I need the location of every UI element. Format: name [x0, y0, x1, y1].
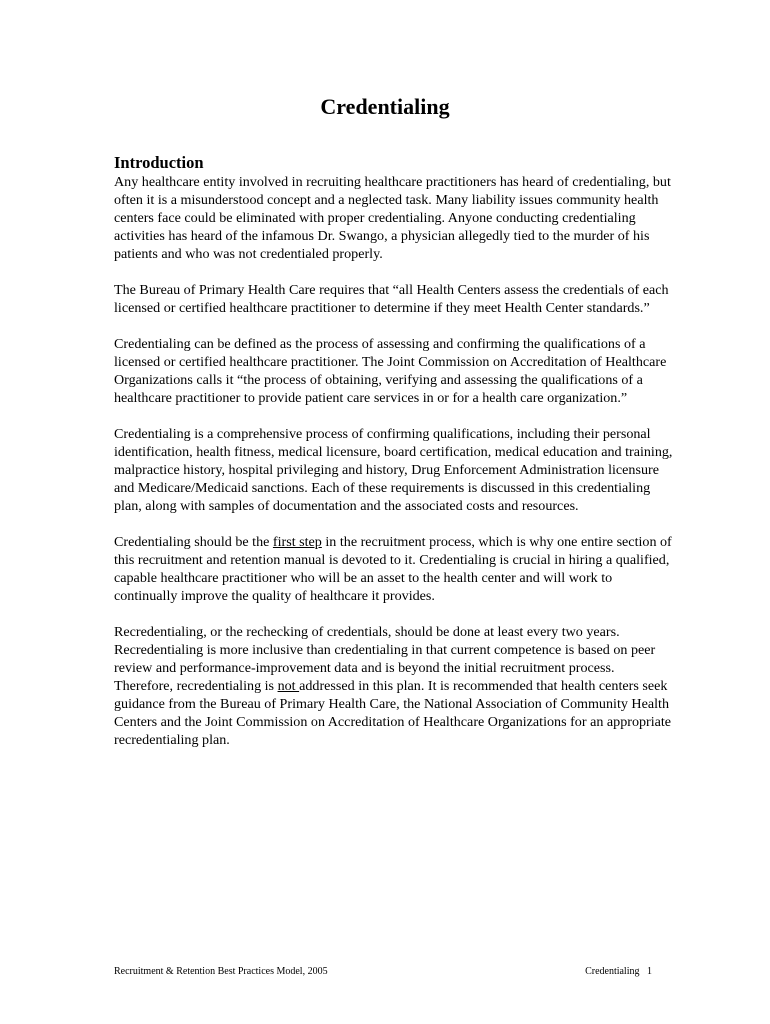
section-heading: Introduction	[114, 153, 204, 172]
paragraph-6-end: addressed in this plan. It is recommended that health centers seek guidance from the Bureau of Primary Health Care, the National Association of Community Health Centers and the Joint Commission on Accreditation of Healthcare Organizations for an appropriate recredentialing plan.	[114, 678, 672, 748]
footer-page-label: Credentialing 1	[585, 966, 652, 977]
paragraph-2: The Bureau of Primary Health Care requires that “all Health Centers assess the credentials of each licensed or certified healthcare practitioner to determine if they meet Health Center standards.”	[114, 282, 669, 316]
paragraph-3: Credentialing can be defined as the process of assessing and confirming the qualifications of a licensed or certified healthcare practitioner. The Joint Commission on Accreditation of Healthcare Organizations calls it “the process of obtaining, verifying and assessing the qualifications of a healthcare practitioner to provide patient care services in or for a health care organization.”	[114, 336, 667, 406]
paragraph-6-start: Recredentialing, or the rechecking of credentials, should be done at least every two years. Recredentialing is more inclusive than credentialing in that current competence is based on peer review and performance-improvement data and is beyond the initial recruitment process. Therefore, recredentialing is	[114, 624, 656, 694]
underlined-not: not	[277, 678, 300, 694]
document-body	[114, 153, 674, 767]
paragraph-5-end: in the recruitment process, which is why one entire section of this recruitment and retention manual is devoted to it. Credentialing is crucial in hiring a qualified, capable healthcare practitioner who will be an asset to the health center and will work to continually improve the quality of healthcare it provides.	[114, 534, 672, 604]
footer-left-text: Recruitment & Retention Best Practices Model, 2005	[114, 966, 328, 977]
paragraph-5-start: Credentialing should be the	[114, 534, 273, 550]
paragraph-5	[114, 533, 674, 605]
paragraph-1: Any healthcare entity involved in recruiting healthcare practitioners has heard of credentialing, but often it is a misunderstood concept and a neglected task. Many liability issues community health centers face could be eliminated with proper credentialing. Anyone conducting credentialing activities has heard of the infamous Dr. Swango, a physician allegedly tied to the murder of his patients and who was not credentialed properly.	[114, 174, 671, 262]
page-title: Credentialing	[320, 94, 450, 119]
paragraph-6	[114, 623, 674, 749]
underlined-first-step: first step	[272, 534, 322, 550]
paragraph-4: Credentialing is a comprehensive process of confirming qualifications, including their personal identification, health fitness, medical licensure, board certification, medical education and training, malpractice history, hospital privileging and history, Drug Enforcement Administration licensure and Medicare/Medicaid sanctions. Each of these requirements is discussed in this credentialing plan, along with samples of documentation and the associated costs and resources.	[114, 426, 673, 514]
